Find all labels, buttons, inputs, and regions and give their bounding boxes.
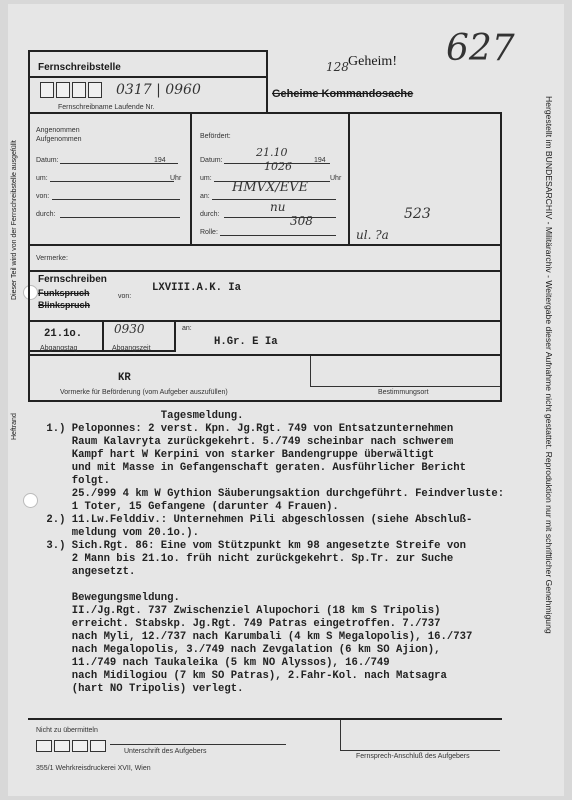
struck-alt-1: Funkspruch: [38, 288, 90, 298]
uhr-label-right: Uhr: [330, 175, 342, 182]
secret-stamp: Geheim!: [348, 54, 397, 69]
um-label-left: um:: [36, 175, 48, 182]
angenommen-label: Angenommen: [36, 127, 80, 134]
struck-alt-2: Blinkspruch: [38, 300, 91, 310]
abgangszeit-label: Abgangszeit: [112, 345, 151, 352]
bestimmungsort-label: Bestimmungsort: [378, 389, 429, 396]
durch-label-right: durch:: [200, 211, 220, 218]
handwritten-initials: nu: [270, 200, 286, 214]
kr-mark: KR: [118, 372, 131, 384]
punch-hole-bottom: [23, 493, 38, 508]
durch-label-left: durch:: [36, 211, 56, 218]
handwritten-date-befoerdert: 21.10: [256, 146, 288, 159]
nicht-uebermitteln-label: Nicht zu übermitteln: [36, 727, 98, 734]
an-label: an:: [200, 193, 210, 200]
recipient-value: H.Gr. E Ia: [214, 336, 278, 348]
fernschreibname-label: Fernschreibname Laufende Nr.: [58, 104, 155, 111]
befoerdert-label: Befördert:: [200, 133, 231, 140]
datum-label-right: Datum:: [200, 157, 223, 164]
abgangstag-value: 21.1o.: [44, 328, 83, 340]
handwritten-initials-right: ul. ?a: [356, 228, 389, 242]
vormerke-label: Vormerke für Beförderung (vom Aufgeber auszufüllen): [60, 389, 228, 396]
handwritten-523: 523: [404, 206, 431, 222]
von-sender-label: von:: [118, 293, 132, 300]
datum-label-left: Datum:: [36, 157, 59, 164]
classification-struck: Geheime Kommandosache: [272, 88, 414, 100]
handwritten-128: 128: [326, 60, 349, 74]
printer-note: 355/1 Wehrkreisdruckerei XVII, Wien: [36, 765, 151, 772]
year-label-left: 194: [154, 157, 166, 164]
archive-note-right: Hergestellt im BUNDESARCHIV - Militärarchiv - Weitergabe dieser Aufnahme nicht gestattet. Reproduktion nur mit schriftlicher Genehmigung: [544, 96, 554, 634]
side-note-left: Dieser Teil wird von der Fernschreibstelle ausgefüllt: [11, 140, 18, 300]
handwritten-time-befoerdert: 1026: [264, 160, 292, 173]
remark-box: [348, 112, 502, 246]
year-label-right: 194: [314, 157, 326, 164]
side-label-heftrand: Heftrand: [11, 413, 18, 440]
an-recipient-label: an:: [182, 325, 192, 332]
message-body: Tagesmeldung. 1.) Peloponnes: 2 verst. Kpn. Jg.Rgt. 749 von Entsatzunternehmen Raum Kalavryta zurückgekehrt. 5./749 scheinbar nach schwerem Kampf hart W Kerpini von starker Bandengruppe überwältigt und mit Masse in Gefangenschaft geraten. Ausführlicher Bericht folgt. 25./999 4 km W Gythion Säuberungsaktion durchgeführt. Feindverluste: 1 Toter, 15 Gefangene (darunter 4 Frauen). 2.) 11.Lw.Felddiv.: Unternehmen Pili abgeschlossen (siehe Abschluß- meldung vom 20.1o.). 3.) Sich.Rgt. 86: Eine vom Stützpunkt km 98 angesetzte Streife von 2 Mann bis 21.1o. früh nicht zurückgekehrt. Sp.Tr. zur Suche angesetzt. Bewegungsmeldung. II./Jg.Rgt. 737 Zwischenziel Alupochori (18 km S Tripolis) erreicht. Stabskp. Jg.Rgt. 749 Patras eingetroffen. 7./737 nach Myli, 12./737 nach Karumbali (4 km S Megalopolis), 16./737 nach Megalopolis, 3./749 nach Zevgalation (6 km SO Ajion), 11./749 nach Taukaleika (5 km NO Alyssos), 16./749 nach Midilogiou (7 km SO Patras), 2.Fahr-Kol. nach Matsagra (hart NO Tripolis) verlegt.: [46, 410, 505, 695]
fernschreibstelle-title: Fernschreibstelle: [38, 62, 121, 73]
fernsprech-label: Fernsprech-Anschluß des Aufgebers: [356, 753, 470, 760]
um-label-right: um:: [200, 175, 212, 182]
vermerke-label: Vermerke:: [36, 255, 68, 262]
aufgenommen-label: Aufgenommen: [36, 136, 82, 143]
handwritten-308: 308: [290, 214, 313, 228]
uhr-label-left: Uhr: [170, 175, 182, 182]
von-label: von:: [36, 193, 50, 200]
fernschreiben-label: Fernschreiben: [38, 274, 107, 285]
abgangszeit-value: 0930: [114, 322, 145, 336]
abgangstag-label: Abgangstag: [40, 345, 78, 352]
handwritten-recipient: HMVX/EVE: [232, 180, 309, 195]
unterschrift-label: Unterschrift des Aufgebers: [124, 748, 207, 755]
rolle-label: Rolle:: [200, 229, 218, 236]
sender-value: LXVIII.A.K. Ia: [152, 282, 242, 294]
handwritten-serial: 0317 | 0960: [116, 82, 201, 98]
handwritten-number-627: 627: [446, 28, 515, 69]
